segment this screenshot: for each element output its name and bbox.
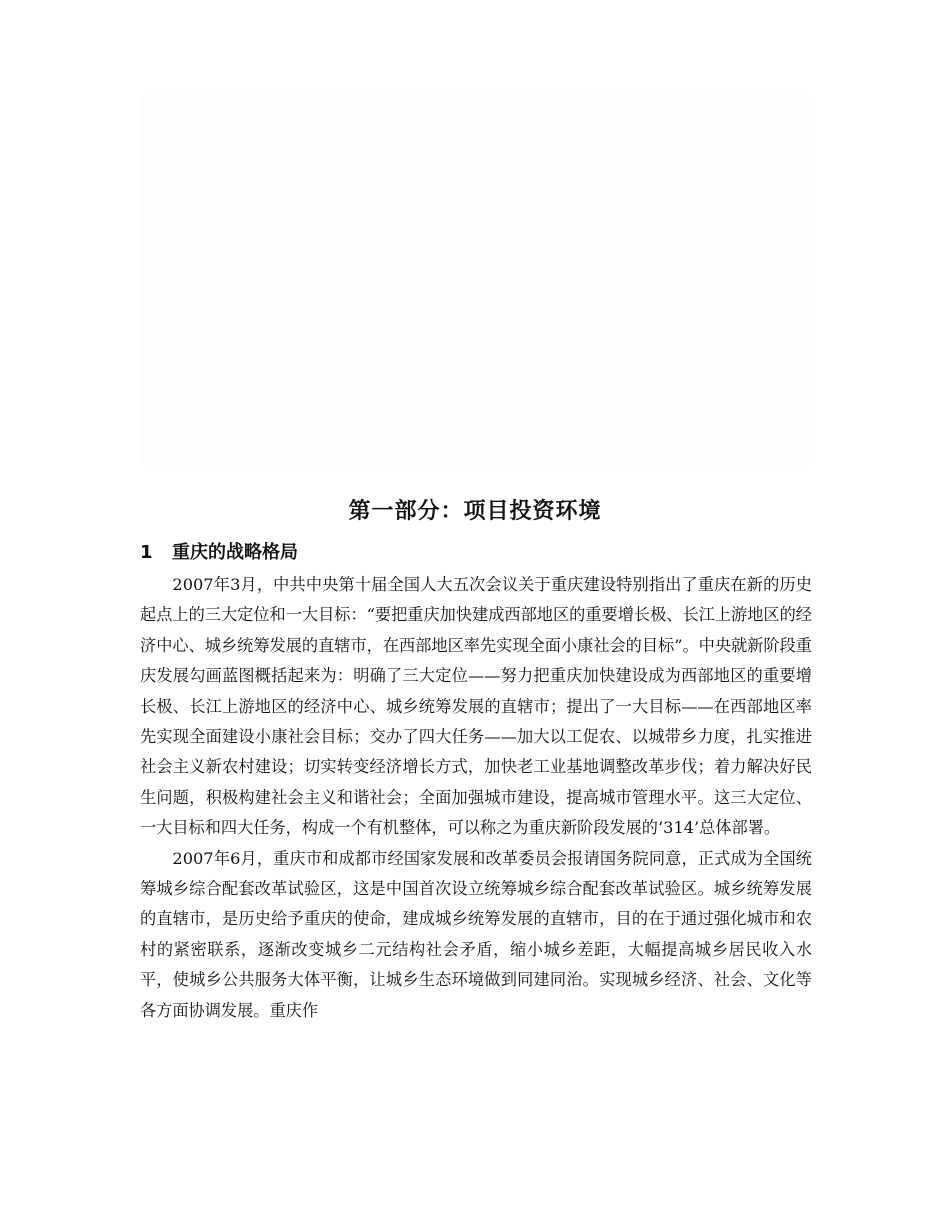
section-title: 重庆的战略格局 <box>172 542 298 563</box>
paragraph: 2007年6月，重庆市和成都市经国家发展和改革委员会报请国务院同意，正式成为全国统筹城乡综合配套改革试验区，这是中国首次设立统筹城乡综合配套改革试验区。城乡统筹发展的直辖市，是历史给予重庆的使命，建成城乡统筹发展的直辖市，目的在于通过强化城市和农村的紧密联系，逐渐改变城乡二元结构社会矛盾，缩小城乡差距，大幅提高城乡居民收入水平，使城乡公共服务大体平衡，让城乡生态环境做到同建同治。实现城乡经济、社会、文化等各方面协调发展。重庆作 <box>140 848 812 1020</box>
blank-figure-area <box>140 95 810 465</box>
body-text <box>140 570 812 1026</box>
section-heading <box>140 538 298 568</box>
paragraph: 2007年3月，中共中央第十届全国人大五次会议关于重庆建设特别指出了重庆在新的历史起点上的三大定位和一大目标：“要把重庆加快建成西部地区的重要增长极、长江上游地区的经济中心、城乡统筹发展的直辖市，在西部地区率先实现全面小康社会的目标”。中央就新阶段重庆发展勾画蓝图概括起来为：明确了三大定位——努力把重庆加快建设成为西部地区的重要增长极、长江上游地区的经济中心、城乡统筹发展的直辖市；提出了一大目标——在西部地区率先实现全面建设小康社会目标；交办了四大任务——加大以工促农、以城带乡力度，扎实推进社会主义新农村建设；切实转变经济增长方式，加快老工业基地调整改革步伐；着力解决好民生问题，积极构建社会主义和谐社会；全面加强城市建设，提高城市管理水平。这三大定位、一大目标和四大任务，构成一个有机整体，可以称之为重庆新阶段发展的‘314’总体部署。 <box>140 575 812 838</box>
part-title: 第一部分：项目投资环境 <box>348 499 602 524</box>
section-number: 1 <box>140 542 153 563</box>
